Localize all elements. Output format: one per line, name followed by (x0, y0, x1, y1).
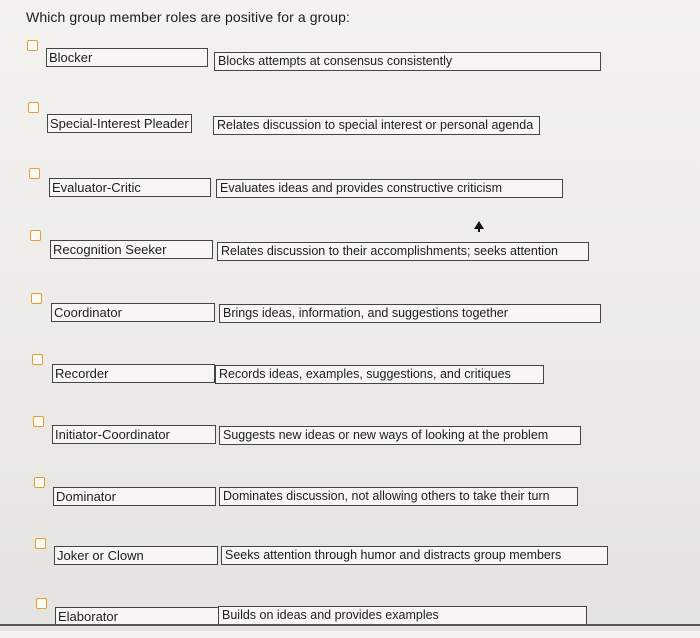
term-label: Elaborator (55, 607, 219, 626)
definition-label: Brings ideas, information, and suggestions together (219, 304, 601, 323)
checkbox-initiator-coordinator[interactable] (33, 416, 44, 427)
list-item (0, 477, 700, 517)
term-label: Special-Interest Pleader (47, 114, 192, 133)
list-item (0, 416, 700, 456)
list-item (0, 598, 700, 638)
definition-label: Builds on ideas and provides examples (218, 606, 587, 625)
definition-label: Records ideas, examples, suggestions, and critiques (215, 365, 544, 384)
list-item (0, 168, 700, 208)
definition-label: Dominates discussion, not allowing others to take their turn (219, 487, 578, 506)
definition-label: Relates discussion to their accomplishments; seeks attention (217, 242, 589, 261)
checkbox-evaluator-critic[interactable] (29, 168, 40, 179)
term-label: Dominator (53, 487, 216, 506)
term-label: Coordinator (51, 303, 215, 322)
term-label: Recorder (52, 364, 215, 383)
term-label: Initiator-Coordinator (52, 425, 216, 444)
definition-label: Suggests new ideas or new ways of looking at the problem (219, 426, 581, 445)
definition-label: Evaluates ideas and provides constructive criticism (216, 179, 563, 198)
term-label: Recognition Seeker (50, 240, 213, 259)
checkbox-elaborator[interactable] (36, 598, 47, 609)
term-label: Blocker (46, 48, 208, 67)
checkbox-blocker[interactable] (27, 40, 38, 51)
list-item (0, 293, 700, 333)
mouse-pointer-icon (474, 221, 484, 229)
definition-label: Relates discussion to special interest or personal agenda (213, 116, 540, 135)
checkbox-special-interest-pleader[interactable] (28, 102, 39, 113)
question-text: Which group member roles are positive for a group: (26, 9, 351, 25)
term-label: Joker or Clown (54, 546, 218, 565)
list-item (0, 40, 700, 80)
checkbox-recognition-seeker[interactable] (30, 230, 41, 241)
checkbox-coordinator[interactable] (31, 293, 42, 304)
list-item (0, 354, 700, 394)
checkbox-dominator[interactable] (34, 477, 45, 488)
list-item (0, 538, 700, 578)
checkbox-joker-or-clown[interactable] (35, 538, 46, 549)
term-label: Evaluator-Critic (49, 178, 211, 197)
list-item (0, 102, 700, 142)
divider (0, 624, 700, 626)
checkbox-recorder[interactable] (32, 354, 43, 365)
list-item (0, 230, 700, 270)
definition-label: Seeks attention through humor and distracts group members (221, 546, 608, 565)
definition-label: Blocks attempts at consensus consistently (214, 52, 601, 71)
